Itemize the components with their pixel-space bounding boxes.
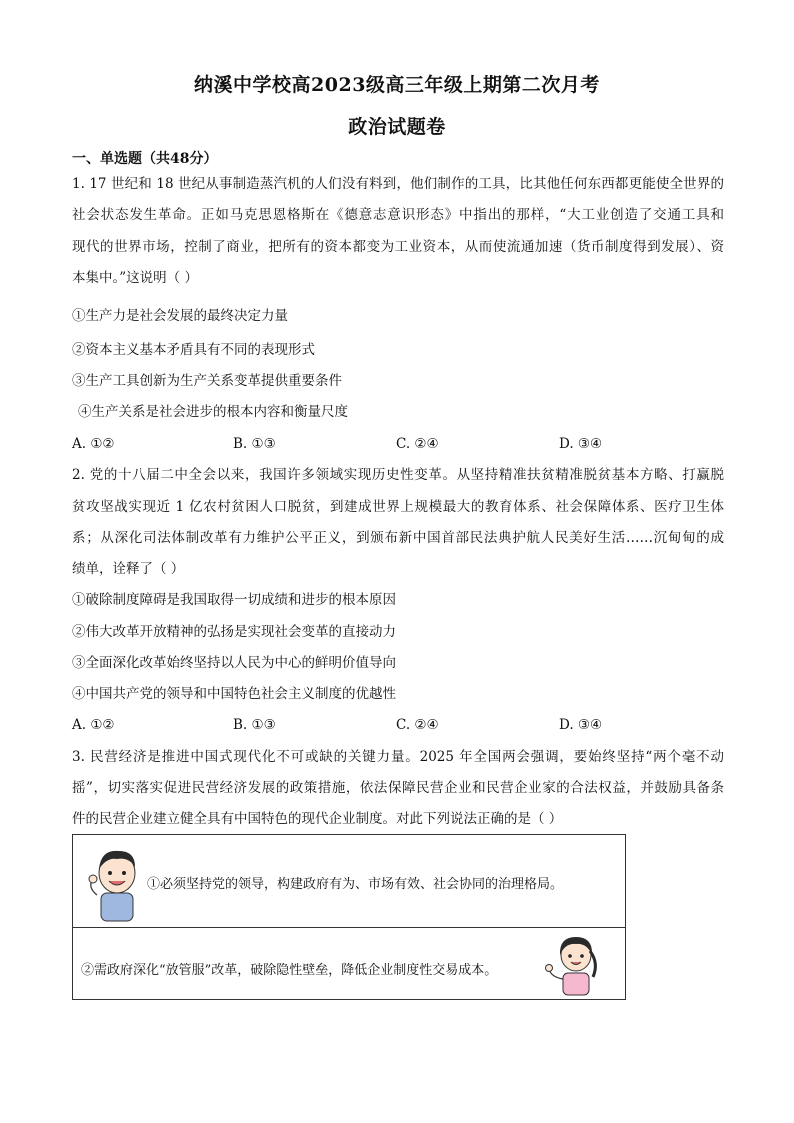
q1-line-3: 现代的世界市场，控制了商业，把所有的资本都变为工业资本，从而使流通加速（货币制度得到发展）、资 (72, 239, 724, 255)
q2-line-4: 绩单，诠释了（ ） (72, 561, 185, 577)
page-title: 纳溪中学校高2023级高三年级上期第二次月考 (194, 74, 600, 96)
section-heading: 一、单选题（共48分） (72, 151, 218, 167)
q2-statement: ②伟大改革开放精神的弘扬是实现社会变革的直接动力 (72, 624, 396, 640)
q2-statement: ③全面深化改革始终坚持以人民为中心的鲜明价值导向 (72, 655, 396, 671)
box-divider (73, 927, 625, 928)
q1-statement: ④生产关系是社会进步的根本内容和衡量尺度 (78, 404, 348, 420)
q2-option-c[interactable]: C. ②④ (396, 717, 439, 733)
q1-statement: ③生产工具创新为生产关系变革提供重要条件 (72, 373, 342, 389)
q3-statement-2: ②需政府深化“放管服”改革，破除隐性壁垒，降低企业制度性交易成本。 (81, 963, 498, 978)
q1-statement: ①生产力是社会发展的最终决定力量 (72, 308, 288, 324)
girl-illustration (543, 931, 603, 997)
q1-option-b[interactable]: B. ①③ (233, 436, 276, 452)
q1-option-d[interactable]: D. ③④ (559, 436, 603, 452)
q1-line-1: 1. 17 世纪和 18 世纪从事制造蒸汽机的人们没有料到，他们制作的工具，比其他任何东西都更能使全世界的 (72, 176, 724, 192)
q3-line-3: 件的民营企业建立健全具有中国特色的现代企业制度。对此下列说法正确的是（ ） (72, 811, 563, 827)
q3-line-2: 摇”，切实落实促进民营经济发展的政策措施，依法保障民营企业和民营企业家的合法权益，并鼓励具备条 (72, 780, 724, 796)
q2-line-1: 2. 党的十八届二中全会以来，我国许多领域实现历史性变革。从坚持精准扶贫精准脱贫基本方略、打赢脱 (72, 467, 724, 483)
q1-line-4: 本集中。”这说明（ ） (72, 270, 198, 286)
q2-option-b[interactable]: B. ①③ (233, 717, 276, 733)
q3-statement-1: ①必须坚持党的领导，构建政府有为、市场有效、社会协同的治理格局。 (147, 877, 564, 892)
q1-statement: ②资本主义基本矛盾具有不同的表现形式 (72, 342, 315, 358)
q2-option-a[interactable]: A. ①② (72, 717, 115, 733)
q2-statement: ①破除制度障碍是我国取得一切成绩和进步的根本原因 (72, 592, 396, 608)
q1-option-a[interactable]: A. ①② (72, 436, 115, 452)
q2-option-d[interactable]: D. ③④ (559, 717, 603, 733)
q1-option-c[interactable]: C. ②④ (396, 436, 439, 452)
q3-statement-box (72, 834, 626, 1000)
q2-line-2: 贫攻坚战实现近 1 亿农村贫困人口脱贫，到建成世界上规模最大的教育体系、社会保障体系、医疗卫生体 (72, 499, 724, 515)
q3-line-1: 3. 民营经济是推进中国式现代化不可或缺的关键力量。2025 年全国两会强调，要始终坚持“两个毫不动 (72, 749, 724, 765)
boy-illustration (83, 843, 149, 923)
q2-statement: ④中国共产党的领导和中国特色社会主义制度的优越性 (72, 686, 396, 702)
q2-line-3: 系；从深化司法体制改革有力维护公平正义，到颁布新中国首部民法典护航人民美好生活……沉甸甸的成 (72, 530, 724, 546)
q1-line-2: 社会状态发生革命。正如马克思恩格斯在《德意志意识形态》中指出的那样，“大工业创造了交通工具和 (72, 207, 724, 223)
page-subtitle: 政治试题卷 (348, 116, 446, 138)
